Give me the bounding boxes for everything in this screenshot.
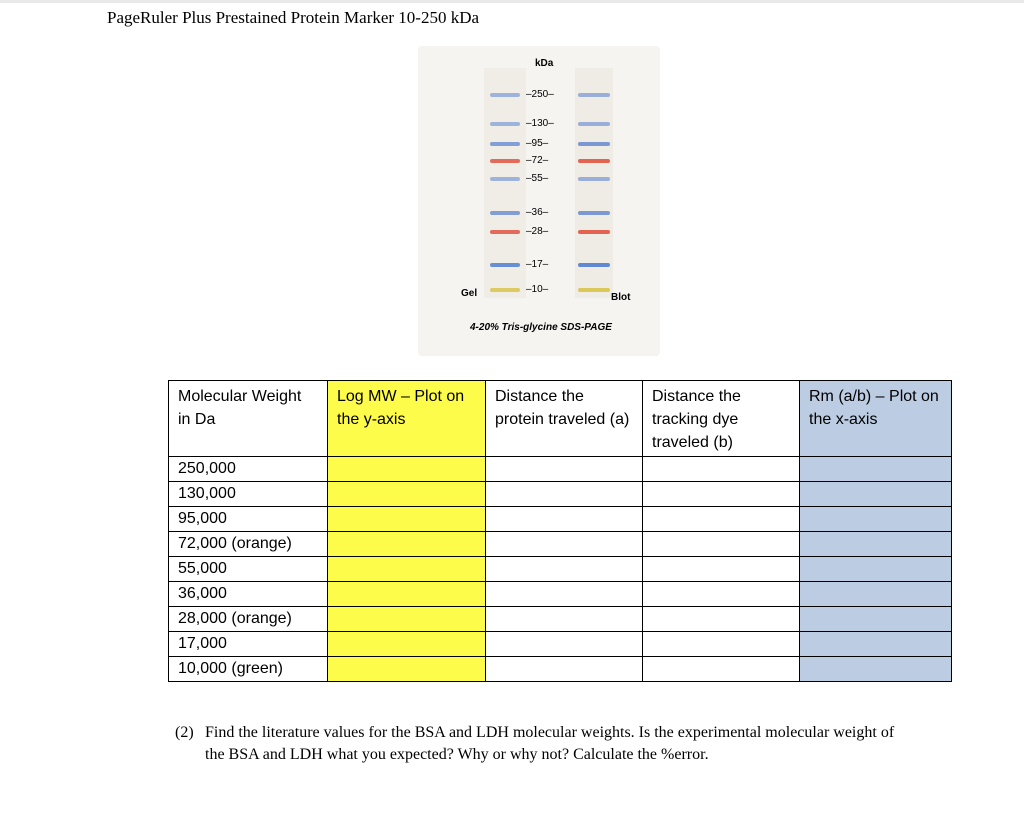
rm-cell[interactable]: [800, 532, 952, 557]
distance-b-cell[interactable]: [643, 557, 800, 582]
table-row: [169, 532, 952, 557]
marker-tick-28: –28–: [526, 226, 549, 237]
mw-cell: 17,000: [169, 632, 328, 657]
mw-cell: 130,000: [169, 482, 328, 507]
header-distance-dye: Distance the tracking dye traveled (b): [643, 381, 800, 457]
mw-cell: 28,000 (orange): [169, 607, 328, 632]
question-number: (2): [175, 724, 194, 741]
figure-caption: 4-20% Tris-glycine SDS-PAGE: [470, 322, 612, 333]
header-mw: Molecular Weight in Da: [169, 381, 328, 457]
kda-label: kDa: [535, 58, 554, 69]
table-row: [169, 482, 952, 507]
rm-cell[interactable]: [800, 507, 952, 532]
log-mw-cell[interactable]: [328, 607, 486, 632]
distance-a-cell[interactable]: [486, 507, 643, 532]
marker-tick-130: –130–: [526, 118, 554, 129]
blot-band-95: [578, 142, 610, 146]
distance-a-cell[interactable]: [486, 457, 643, 482]
rm-cell[interactable]: [800, 482, 952, 507]
blot-band-28: [578, 230, 610, 234]
table-row: [169, 582, 952, 607]
gel-band-17: [490, 263, 520, 267]
log-mw-cell[interactable]: [328, 507, 486, 532]
header-log-mw: Log MW – Plot on the y-axis: [328, 381, 486, 457]
gel-band-250: [490, 93, 520, 97]
marker-tick-95: –95–: [526, 138, 549, 149]
mw-cell: 72,000 (orange): [169, 532, 328, 557]
log-mw-cell[interactable]: [328, 657, 486, 682]
mw-cell: 250,000: [169, 457, 328, 482]
top-divider: [0, 0, 1024, 3]
distance-b-cell[interactable]: [643, 482, 800, 507]
rm-cell[interactable]: [800, 557, 952, 582]
table-row: [169, 657, 952, 682]
distance-a-cell[interactable]: [486, 632, 643, 657]
distance-b-cell[interactable]: [643, 657, 800, 682]
gel-band-28: [490, 230, 520, 234]
blot-band-55: [578, 177, 610, 181]
marker-tick-17: –17–: [526, 259, 549, 270]
table-row: [169, 632, 952, 657]
blot-lane-label: Blot: [611, 292, 631, 303]
marker-tick-250: –250–: [526, 89, 554, 100]
distance-a-cell[interactable]: [486, 607, 643, 632]
distance-b-cell[interactable]: [643, 507, 800, 532]
rm-cell[interactable]: [800, 607, 952, 632]
table-row: [169, 507, 952, 532]
mw-cell: 36,000: [169, 582, 328, 607]
log-mw-cell[interactable]: [328, 532, 486, 557]
marker-tick-10: –10–: [526, 284, 549, 295]
distance-b-cell[interactable]: [643, 532, 800, 557]
marker-tick-72: –72–: [526, 155, 549, 166]
blot-band-72: [578, 159, 610, 163]
distance-b-cell[interactable]: [643, 582, 800, 607]
document-title: PageRuler Plus Prestained Protein Marker 10-250 kDa: [107, 8, 480, 27]
mw-cell: 10,000 (green): [169, 657, 328, 682]
marker-tick-55: –55–: [526, 173, 549, 184]
log-mw-cell[interactable]: [328, 557, 486, 582]
rm-cell[interactable]: [800, 632, 952, 657]
distance-b-cell[interactable]: [643, 607, 800, 632]
gel-band-10: [490, 288, 520, 292]
rm-cell[interactable]: [800, 657, 952, 682]
blot-band-10: [578, 288, 610, 292]
blot-band-130: [578, 122, 610, 126]
question-text: Find the literature values for the BSA and LDH molecular weights. Is the experimental molecular weight of the BSA and LDH what you expected? Why or why not? Calculate the %error.: [205, 724, 895, 763]
distance-b-cell[interactable]: [643, 632, 800, 657]
header-distance-protein: Distance the protein traveled (a): [486, 381, 643, 457]
gel-band-72: [490, 159, 520, 163]
table-header-row: [169, 381, 952, 457]
distance-a-cell[interactable]: [486, 657, 643, 682]
distance-b-cell[interactable]: [643, 457, 800, 482]
marker-tick-36: –36–: [526, 207, 549, 218]
blot-band-17: [578, 263, 610, 267]
header-rm: Rm (a/b) – Plot on the x-axis: [800, 381, 952, 457]
log-mw-cell[interactable]: [328, 632, 486, 657]
mw-cell: 55,000: [169, 557, 328, 582]
distance-a-cell[interactable]: [486, 482, 643, 507]
blot-band-250: [578, 93, 610, 97]
gel-lane-label: Gel: [461, 288, 478, 299]
distance-a-cell[interactable]: [486, 532, 643, 557]
rm-cell[interactable]: [800, 582, 952, 607]
distance-a-cell[interactable]: [486, 582, 643, 607]
distance-a-cell[interactable]: [486, 557, 643, 582]
gel-figure: [418, 46, 660, 356]
log-mw-cell[interactable]: [328, 457, 486, 482]
blot-band-36: [578, 211, 610, 215]
gel-band-130: [490, 122, 520, 126]
gel-band-55: [490, 177, 520, 181]
mw-cell: 95,000: [169, 507, 328, 532]
log-mw-cell[interactable]: [328, 482, 486, 507]
rm-cell[interactable]: [800, 457, 952, 482]
table-row: [169, 457, 952, 482]
gel-band-36: [490, 211, 520, 215]
data-table: [168, 380, 952, 682]
table-row: [169, 557, 952, 582]
table-row: [169, 607, 952, 632]
log-mw-cell[interactable]: [328, 582, 486, 607]
gel-band-95: [490, 142, 520, 146]
